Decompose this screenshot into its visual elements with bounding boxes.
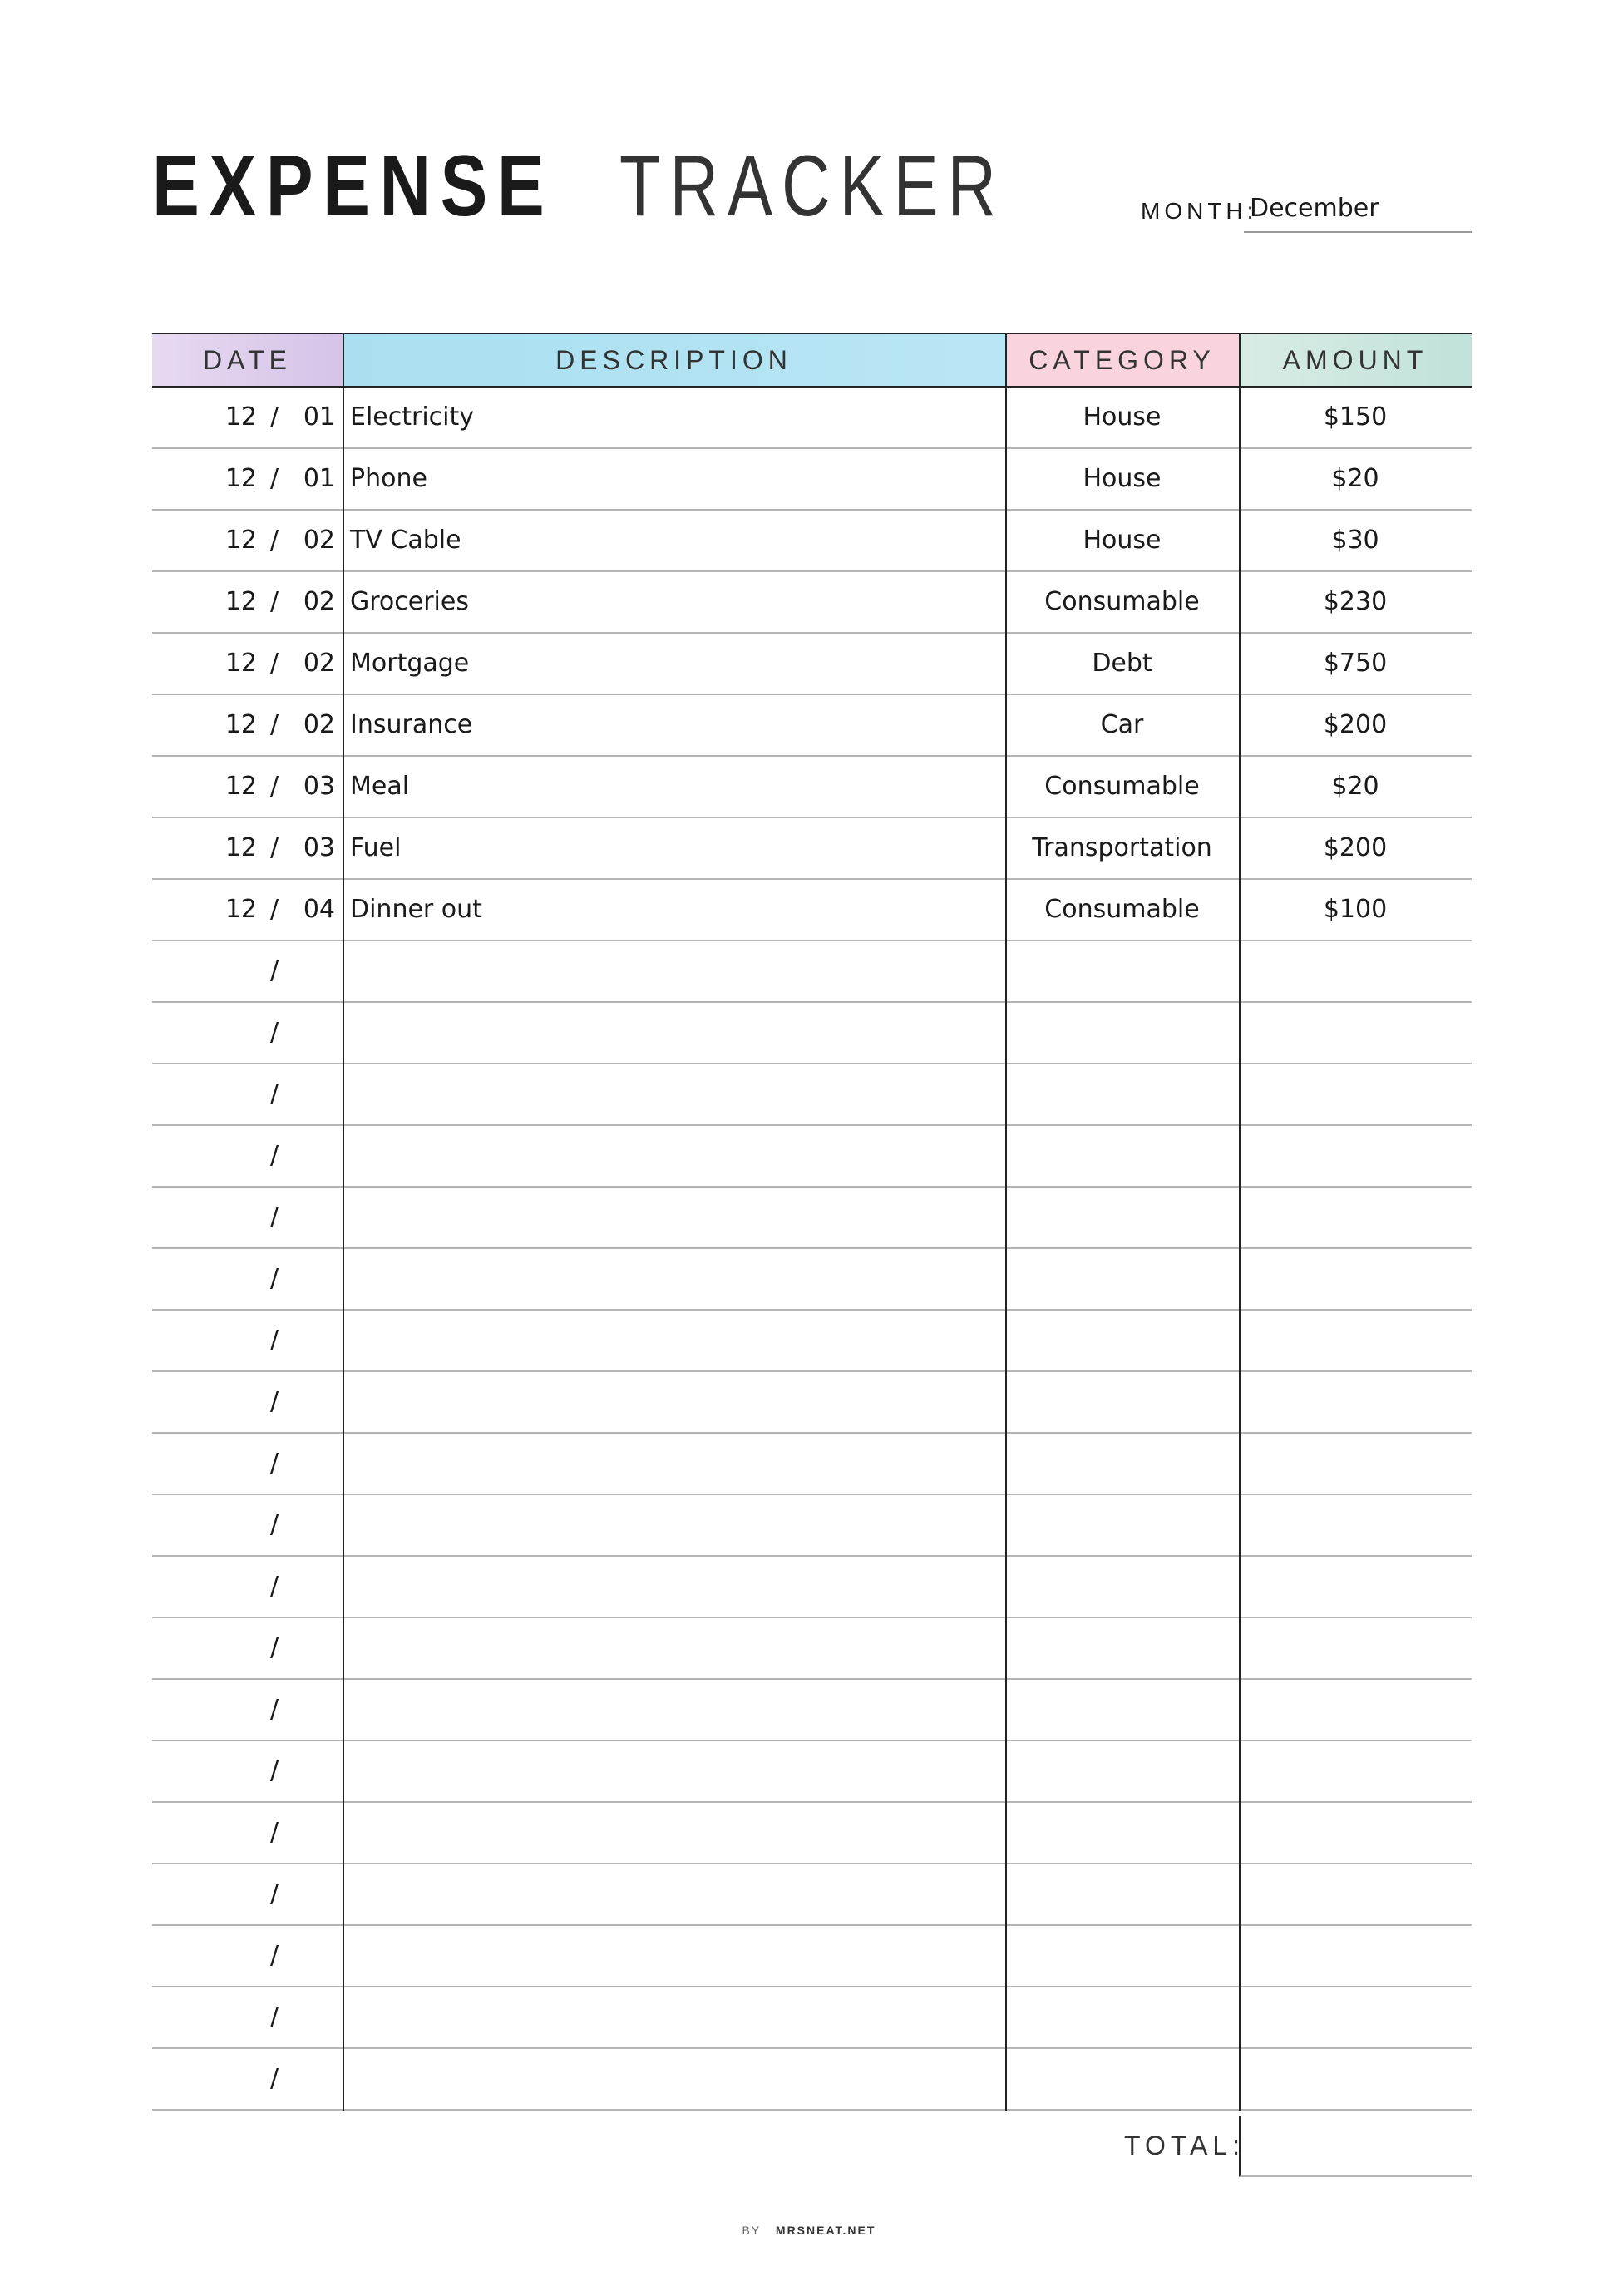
table-header [152, 333, 1472, 388]
date-separator: / [269, 1879, 279, 1908]
table-row[interactable] [152, 1126, 1472, 1188]
amount-cell[interactable]: $20 [1331, 464, 1379, 493]
month-underline [1244, 231, 1472, 233]
description-cell[interactable]: Dinner out [350, 895, 482, 924]
table-row[interactable] [152, 1987, 1472, 2049]
amount-cell[interactable]: $150 [1323, 402, 1388, 432]
date-day[interactable]: 03 [303, 833, 335, 862]
table-row[interactable] [152, 1680, 1472, 1741]
month-field[interactable]: December [1250, 194, 1379, 223]
table-row[interactable] [152, 1926, 1472, 1987]
date-day[interactable]: 02 [303, 649, 335, 678]
date-day[interactable]: 04 [303, 895, 335, 924]
column-divider [1005, 333, 1007, 2111]
table-row[interactable] [152, 1495, 1472, 1557]
header-date: DATE [152, 334, 343, 386]
date-separator: / [269, 710, 279, 739]
date-separator: / [269, 1326, 279, 1355]
description-cell[interactable]: Groceries [350, 587, 469, 616]
amount-cell[interactable]: $30 [1331, 526, 1379, 555]
date-month[interactable]: 12 [224, 649, 257, 678]
date-month[interactable]: 12 [224, 833, 257, 862]
amount-cell[interactable]: $200 [1323, 710, 1388, 739]
date-separator: / [269, 1818, 279, 1847]
date-separator: / [269, 2064, 279, 2093]
date-separator: / [269, 1079, 279, 1108]
table-row[interactable] [152, 1188, 1472, 1249]
title-light: TRACKER [619, 138, 1006, 235]
date-month[interactable]: 12 [224, 710, 257, 739]
date-separator: / [269, 649, 279, 678]
date-month[interactable]: 12 [224, 895, 257, 924]
footer-site: MRSNEAT.NET [775, 2224, 876, 2237]
category-cell[interactable]: Consumable [1044, 587, 1200, 616]
description-cell[interactable]: Meal [350, 772, 410, 801]
table-row[interactable] [152, 511, 1472, 572]
column-divider [1239, 333, 1241, 2111]
description-cell[interactable]: Insurance [350, 710, 473, 739]
date-day[interactable]: 02 [303, 587, 335, 616]
date-day[interactable]: 03 [303, 772, 335, 801]
date-month[interactable]: 12 [224, 587, 257, 616]
table-row[interactable] [152, 941, 1472, 1003]
date-separator: / [269, 1202, 279, 1232]
date-day[interactable]: 02 [303, 710, 335, 739]
description-cell[interactable]: Mortgage [350, 649, 470, 678]
column-divider [343, 333, 344, 2111]
date-separator: / [269, 1756, 279, 1785]
date-separator: / [269, 526, 279, 555]
table-row[interactable] [152, 1311, 1472, 1372]
table-row[interactable] [152, 757, 1472, 818]
header-category: CATEGORY [1005, 334, 1239, 386]
description-cell[interactable]: Electricity [350, 402, 475, 432]
category-cell[interactable]: Consumable [1044, 895, 1200, 924]
total-field[interactable] [1239, 2116, 1472, 2177]
date-separator: / [269, 402, 279, 432]
amount-cell[interactable]: $20 [1331, 772, 1379, 801]
table-row[interactable] [152, 572, 1472, 634]
month-label: MONTH: [1141, 198, 1258, 224]
category-cell[interactable]: House [1083, 402, 1162, 432]
date-day[interactable]: 01 [303, 402, 335, 432]
table-row[interactable] [152, 818, 1472, 880]
table-row[interactable] [152, 1249, 1472, 1311]
date-separator: / [269, 1510, 279, 1539]
description-cell[interactable]: Phone [350, 464, 427, 493]
table-row[interactable] [152, 1864, 1472, 1926]
date-separator: / [269, 1141, 279, 1170]
date-separator: / [269, 833, 279, 862]
date-separator: / [269, 1695, 279, 1724]
amount-cell[interactable]: $230 [1323, 587, 1388, 616]
table-row[interactable] [152, 1741, 1472, 1803]
description-cell[interactable]: Fuel [350, 833, 402, 862]
date-separator: / [269, 464, 279, 493]
description-cell[interactable]: TV Cable [350, 526, 461, 555]
table-row[interactable] [152, 1434, 1472, 1495]
date-separator: / [269, 895, 279, 924]
header-amount: AMOUNT [1239, 334, 1472, 386]
category-cell[interactable]: Debt [1092, 649, 1152, 678]
date-separator: / [269, 1633, 279, 1662]
category-cell[interactable]: Transportation [1032, 833, 1212, 862]
date-separator: / [269, 956, 279, 985]
amount-cell[interactable]: $200 [1323, 833, 1388, 862]
table-row[interactable] [152, 695, 1472, 757]
header-description: DESCRIPTION [343, 334, 1005, 386]
date-day[interactable]: 02 [303, 526, 335, 555]
category-cell[interactable]: House [1083, 464, 1162, 493]
total-label: TOTAL: [1124, 2131, 1246, 2160]
date-separator: / [269, 1018, 279, 1047]
table-row[interactable] [152, 1803, 1472, 1864]
table-row[interactable] [152, 634, 1472, 695]
title-bold: EXPENSE [152, 138, 555, 235]
table-row[interactable] [152, 1557, 1472, 1618]
footer-credit [0, 2224, 1618, 2237]
date-day[interactable]: 01 [303, 464, 335, 493]
date-separator: / [269, 1264, 279, 1293]
amount-cell[interactable]: $750 [1323, 649, 1388, 678]
table-row[interactable] [152, 1064, 1472, 1126]
table-row[interactable] [152, 880, 1472, 941]
date-month[interactable]: 12 [224, 464, 257, 493]
table-row[interactable] [152, 1003, 1472, 1064]
date-separator: / [269, 1387, 279, 1416]
date-separator: / [269, 587, 279, 616]
date-separator: / [269, 1449, 279, 1478]
date-separator: / [269, 1941, 279, 1970]
category-cell[interactable]: House [1083, 526, 1162, 555]
date-separator: / [269, 2002, 279, 2032]
date-separator: / [269, 1572, 279, 1601]
footer-by: BY [742, 2224, 762, 2237]
date-month[interactable]: 12 [224, 402, 257, 432]
date-month[interactable]: 12 [224, 772, 257, 801]
table-row[interactable] [152, 2049, 1472, 2111]
amount-cell[interactable]: $100 [1323, 895, 1388, 924]
category-cell[interactable]: Consumable [1044, 772, 1200, 801]
date-month[interactable]: 12 [224, 526, 257, 555]
table-row[interactable] [152, 1618, 1472, 1680]
date-separator: / [269, 772, 279, 801]
table-row[interactable] [152, 1372, 1472, 1434]
page-title [152, 138, 1114, 235]
table-row[interactable] [152, 449, 1472, 511]
category-cell[interactable]: Car [1100, 710, 1144, 739]
table-row[interactable] [152, 388, 1472, 449]
